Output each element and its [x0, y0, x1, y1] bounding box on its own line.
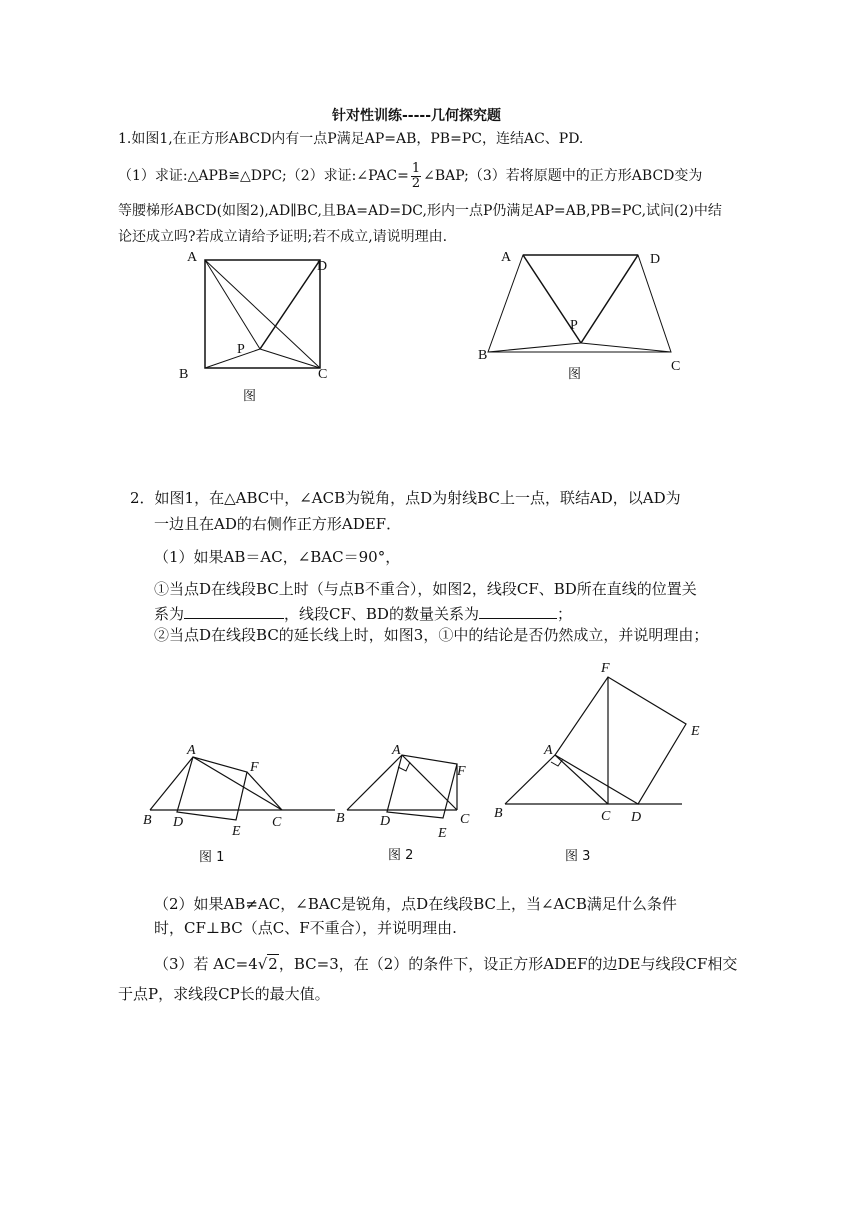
q1-line-2-b: ∠BAP;（3）若将原题中的正方形ABCD变为: [423, 168, 703, 184]
label-e: E: [438, 826, 447, 841]
label-d: D: [173, 815, 184, 830]
fraction-denominator: 2: [411, 175, 421, 191]
q2-line-5-b: ，线段CF、BD的数量关系为: [284, 605, 479, 623]
figure-caption: 图 3: [565, 849, 591, 864]
q2-line-9-a: （3）若 AC=4: [154, 955, 258, 973]
segment-ac: [193, 757, 282, 810]
page-title: 针对性训练-----几何探究题: [332, 108, 502, 124]
label-f: F: [250, 760, 259, 775]
q2-line-1: 2．如图1，在△ABC中，∠ACB为锐角，点D为射线BC上一点，联结AD，以AD为: [130, 489, 681, 507]
q2-line-6: ②当点D在线段BC的延长线上时，如图3，①中的结论是否仍然成立，并说明理由；: [154, 626, 709, 644]
label-p: P: [237, 342, 245, 357]
square-root: √2: [257, 955, 278, 973]
segment-cf: [247, 772, 282, 810]
figure-caption: 图: [243, 389, 257, 404]
label-c: C: [318, 367, 328, 382]
label-d: D: [317, 259, 328, 274]
answer-blank-quantity[interactable]: [479, 604, 557, 619]
figure-caption: 图 2: [388, 848, 414, 863]
segment-bp: [488, 343, 581, 352]
label-f: F: [601, 661, 610, 676]
q1-figure-trapezoid: [475, 245, 700, 385]
label-e: E: [691, 724, 700, 739]
q1-line-2: [118, 156, 702, 196]
label-a: A: [187, 250, 198, 265]
label-p: P: [570, 318, 578, 333]
q1-line-2-a: （1）求证:△APB≌△DPC;（2）求证:∠PAC=: [118, 168, 409, 184]
label-a: A: [501, 250, 512, 265]
segment-ac: [205, 260, 320, 368]
q2-line-4: ①当点D在线段BC上时（与点B不重合），如图2，线段CF、BD所在直线的位置关: [154, 580, 697, 598]
label-b: B: [336, 811, 345, 826]
label-a: A: [544, 743, 553, 758]
segment-ab: [150, 757, 193, 810]
label-c: C: [601, 809, 611, 824]
q2-line-5-c: ；: [556, 605, 572, 623]
q1-line-3: 等腰梯形ABCD(如图2),AD∥BC,且BA=AD=DC,形内一点P仍满足AP=AB,PB=PC,试问(2)中结: [118, 203, 722, 219]
q2-line-10: 于点P，求线段CP长的最大值。: [118, 985, 330, 1003]
q2-figure-1: [135, 735, 345, 870]
q2-line-9-b: ，BC=3，在（2）的条件下，设正方形ADEF的边DE与线段CF相交: [278, 955, 738, 973]
label-a: A: [187, 743, 196, 758]
fraction-one-half: [411, 162, 421, 191]
segment-bp: [205, 349, 260, 368]
square-adef: [555, 677, 686, 804]
label-c: C: [460, 812, 470, 827]
label-d: D: [650, 252, 661, 267]
q2-line-5: [154, 604, 572, 623]
label-c: C: [671, 359, 681, 374]
segment-cp: [581, 343, 671, 352]
q1-figure-square: [170, 245, 340, 410]
segment-ac: [555, 755, 608, 804]
segment-dp: [260, 260, 320, 349]
label-a: A: [392, 743, 401, 758]
q2-line-7: （2）如果AB≠AC，∠BAC是锐角，点D在线段BC上，当∠ACB满足什么条件: [154, 895, 677, 913]
q2-line-5-a: 系为: [154, 605, 185, 623]
q2-line-8: 时，CF⊥BC（点C、F不重合），并说明理由.: [154, 919, 457, 937]
figure-caption: 图 1: [199, 850, 225, 865]
label-e: E: [232, 824, 241, 839]
segment-ab: [347, 755, 402, 810]
trapezoid-abcd: [488, 255, 671, 352]
label-b: B: [494, 806, 503, 821]
figure-caption: 图: [568, 367, 582, 382]
segment-dp: [581, 255, 638, 343]
label-b: B: [179, 367, 189, 382]
label-b: B: [478, 348, 488, 363]
segment-cp: [260, 349, 320, 368]
answer-blank-position[interactable]: [184, 604, 284, 619]
label-d: D: [380, 814, 391, 829]
q2-figure-2: [330, 735, 490, 865]
fraction-numerator: 1: [411, 160, 421, 176]
label-c: C: [272, 815, 282, 830]
q2-line-3: （1）如果AB＝AC，∠BAC＝90°，: [154, 548, 401, 566]
square-adef: [387, 755, 457, 818]
label-d: D: [631, 810, 642, 825]
radicand: 2: [268, 955, 278, 973]
q2-line-9: [154, 955, 737, 973]
label-f: F: [457, 764, 466, 779]
label-b: B: [143, 813, 152, 828]
q1-line-1: 1.如图1,在正方形ABCD内有一点P满足AP=AB，PB=PC，连结AC、PD.: [118, 131, 584, 147]
q1-line-4: 论还成立吗?若成立请给予证明;若不成立,请说明理由.: [118, 229, 448, 245]
q2-line-2: 一边且在AD的右侧作正方形ADEF．: [154, 515, 402, 533]
q2-figure-3: [485, 655, 715, 870]
segment-ab: [505, 755, 555, 804]
